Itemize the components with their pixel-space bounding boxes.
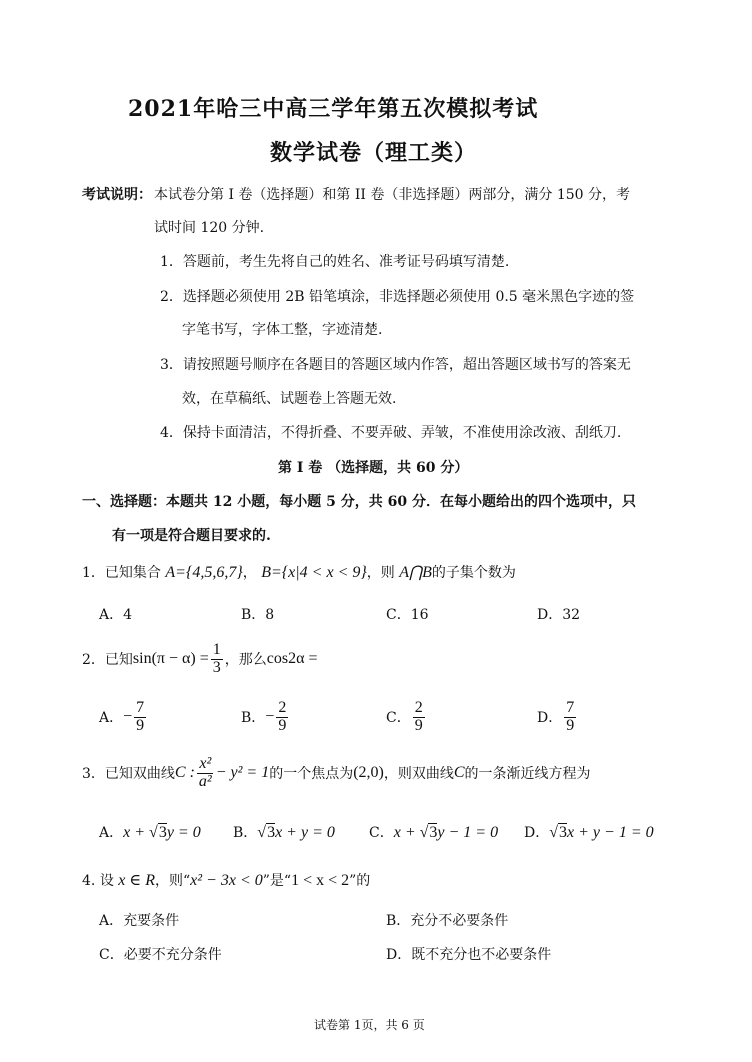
q1-option-c: C．16 (386, 607, 429, 623)
q1-option-d: D．32 (537, 607, 581, 623)
question-text: 的子集个数为 (431, 565, 516, 581)
radicand: 3 (267, 824, 276, 841)
question-4 (82, 870, 370, 890)
question-text: 已知双曲线 (104, 766, 175, 783)
option-expr: y = 0 (166, 824, 201, 841)
instructions-intro-line2: 试时间 120 分钟. (154, 220, 265, 236)
set-b: B={x|4 < x < 9} (261, 564, 367, 581)
fraction (211, 642, 223, 677)
option-letter: C． (369, 825, 394, 841)
question-text: ，则 (366, 565, 395, 581)
q1-option-a: A．4 (99, 607, 133, 623)
option-letter: B． (241, 710, 266, 727)
question-3 (82, 756, 591, 791)
instructions-label: 考试说明： (82, 187, 152, 203)
condition-2: 1 < x < 2 (291, 872, 350, 889)
part-heading-line2: 有一项是符合题目要求的. (112, 528, 271, 544)
sqrt-sign: √ (549, 824, 559, 841)
exam-title: 2021年哈三中高三学年第五次模拟考试 (128, 96, 539, 122)
radicand: 3 (559, 824, 568, 841)
radicand: 3 (158, 824, 167, 841)
fraction (564, 700, 576, 735)
option-letter: B． (233, 825, 258, 841)
fraction (134, 700, 146, 735)
denominator: 9 (278, 716, 287, 734)
question-text: ，则“ (154, 873, 191, 889)
option-expr: y − 1 = 0 (437, 824, 499, 841)
numerator: x² (199, 755, 212, 772)
option-sign: − (265, 708, 275, 726)
question-text: ，那么 (224, 652, 267, 669)
option-letter: A． (99, 825, 124, 841)
numerator: 1 (212, 641, 221, 658)
question-text: ”是“ (262, 873, 292, 889)
question-text: ，则双曲线 (383, 766, 454, 783)
question-number: 2． (82, 652, 105, 669)
instruction-item-1: 1．答题前，考生先将自己的姓名、准考证号码填写清楚. (160, 254, 510, 270)
question-text: 已知 (104, 652, 133, 669)
q3-option-d (524, 822, 654, 842)
q2-option-c (386, 700, 427, 735)
denominator: 9 (136, 716, 145, 734)
instruction-item-4: 4．保持卡面清洁，不得折叠、不要弄破、弄皱，不准使用涂改液、刮纸刀. (160, 425, 622, 441)
instructions-intro-line1: 本试卷分第 I 卷（选择题）和第 II 卷（非选择题）两部分，满分 150 分，考 (154, 187, 631, 203)
denominator: 9 (566, 716, 575, 734)
equation-rest: − y² = 1 (215, 764, 270, 782)
q3-option-a (99, 822, 201, 842)
part-heading-line1: 一、选择题：本题共 12 小题，每小题 5 分，共 60 分．在每小题给出的四个选项中，只 (82, 494, 636, 510)
q4-option-b: B．充分不必要条件 (386, 913, 509, 929)
q4-option-a: A．充要条件 (99, 913, 180, 929)
instruction-item-2-cont: 字笔书写，字体工整，字迹清楚. (182, 322, 383, 338)
denominator: 3 (212, 658, 221, 676)
curve-name: C : (174, 764, 195, 782)
q2-option-a (99, 700, 148, 735)
section-heading: 第 I 卷 （选择题，共 60 分） (278, 460, 469, 476)
q2-option-b (241, 700, 290, 735)
denominator: 9 (414, 716, 423, 734)
question-text: 的一个焦点为 (269, 766, 354, 783)
denominator: a² (198, 772, 212, 790)
option-letter: A． (99, 710, 124, 727)
question-number: 3． (82, 766, 105, 783)
page-footer: 试卷第 1页，共 6 页 (314, 1018, 425, 1032)
fraction (197, 756, 214, 791)
question-2 (82, 642, 318, 677)
sin-expression: sin(π − α) = (132, 650, 209, 668)
q1-option-b: B．8 (241, 607, 275, 623)
fraction (413, 700, 425, 735)
question-text: 设 (99, 873, 114, 889)
option-expr: x + (123, 824, 150, 841)
instruction-item-3: 3．请按照题号顺序在各题目的答题区域内作答，超出答题区域书写的答案无 (160, 357, 631, 373)
option-letter: C． (386, 710, 411, 727)
set-a: A={4,5,6,7} (165, 564, 243, 581)
question-text: ”的 (349, 873, 371, 889)
option-expr: x + y = 0 (275, 824, 335, 841)
question-number: 4. (82, 873, 100, 889)
numerator: 7 (566, 699, 575, 716)
focus-point: (2,0) (353, 764, 384, 782)
q4-option-c: C．必要不充分条件 (99, 947, 222, 963)
option-sign: − (123, 708, 133, 726)
radicand: 3 (429, 824, 438, 841)
fraction (276, 700, 288, 735)
q3-option-b (233, 822, 335, 842)
numerator: 2 (414, 699, 423, 716)
intersection-expr: A⋂B (399, 564, 432, 581)
exam-subtitle: 数学试卷（理工类） (270, 140, 478, 166)
q2-option-d (537, 700, 578, 735)
option-expr: x + (393, 824, 420, 841)
q3-option-c (369, 822, 498, 842)
variable-domain: x ∈ R (118, 872, 155, 889)
numerator: 7 (136, 699, 145, 716)
sqrt-sign: √ (419, 824, 429, 841)
sqrt-sign: √ (149, 824, 158, 841)
question-number: 1． (82, 565, 105, 581)
question-text: ， (242, 565, 257, 581)
cos-expression: cos2α = (266, 650, 318, 668)
option-letter: D． (524, 825, 550, 841)
instruction-item-3-cont: 效，在草稿纸、试题卷上答题无效. (182, 391, 397, 407)
question-text: 已知集合 (104, 565, 161, 581)
question-1 (82, 562, 516, 582)
option-letter: D． (537, 710, 563, 727)
q4-option-d: D．既不充分也不必要条件 (386, 947, 552, 963)
instruction-item-2: 2．选择题必须使用 2B 铅笔填涂，非选择题必须使用 0.5 毫米黑色字迹的签 (160, 289, 635, 305)
condition-1: x² − 3x < 0 (190, 872, 263, 889)
curve-name: C (453, 764, 465, 782)
option-expr: x + y − 1 = 0 (567, 824, 654, 841)
sqrt-sign: √ (257, 824, 267, 841)
question-text: 的一条渐近线方程为 (464, 766, 591, 783)
numerator: 2 (278, 699, 287, 716)
